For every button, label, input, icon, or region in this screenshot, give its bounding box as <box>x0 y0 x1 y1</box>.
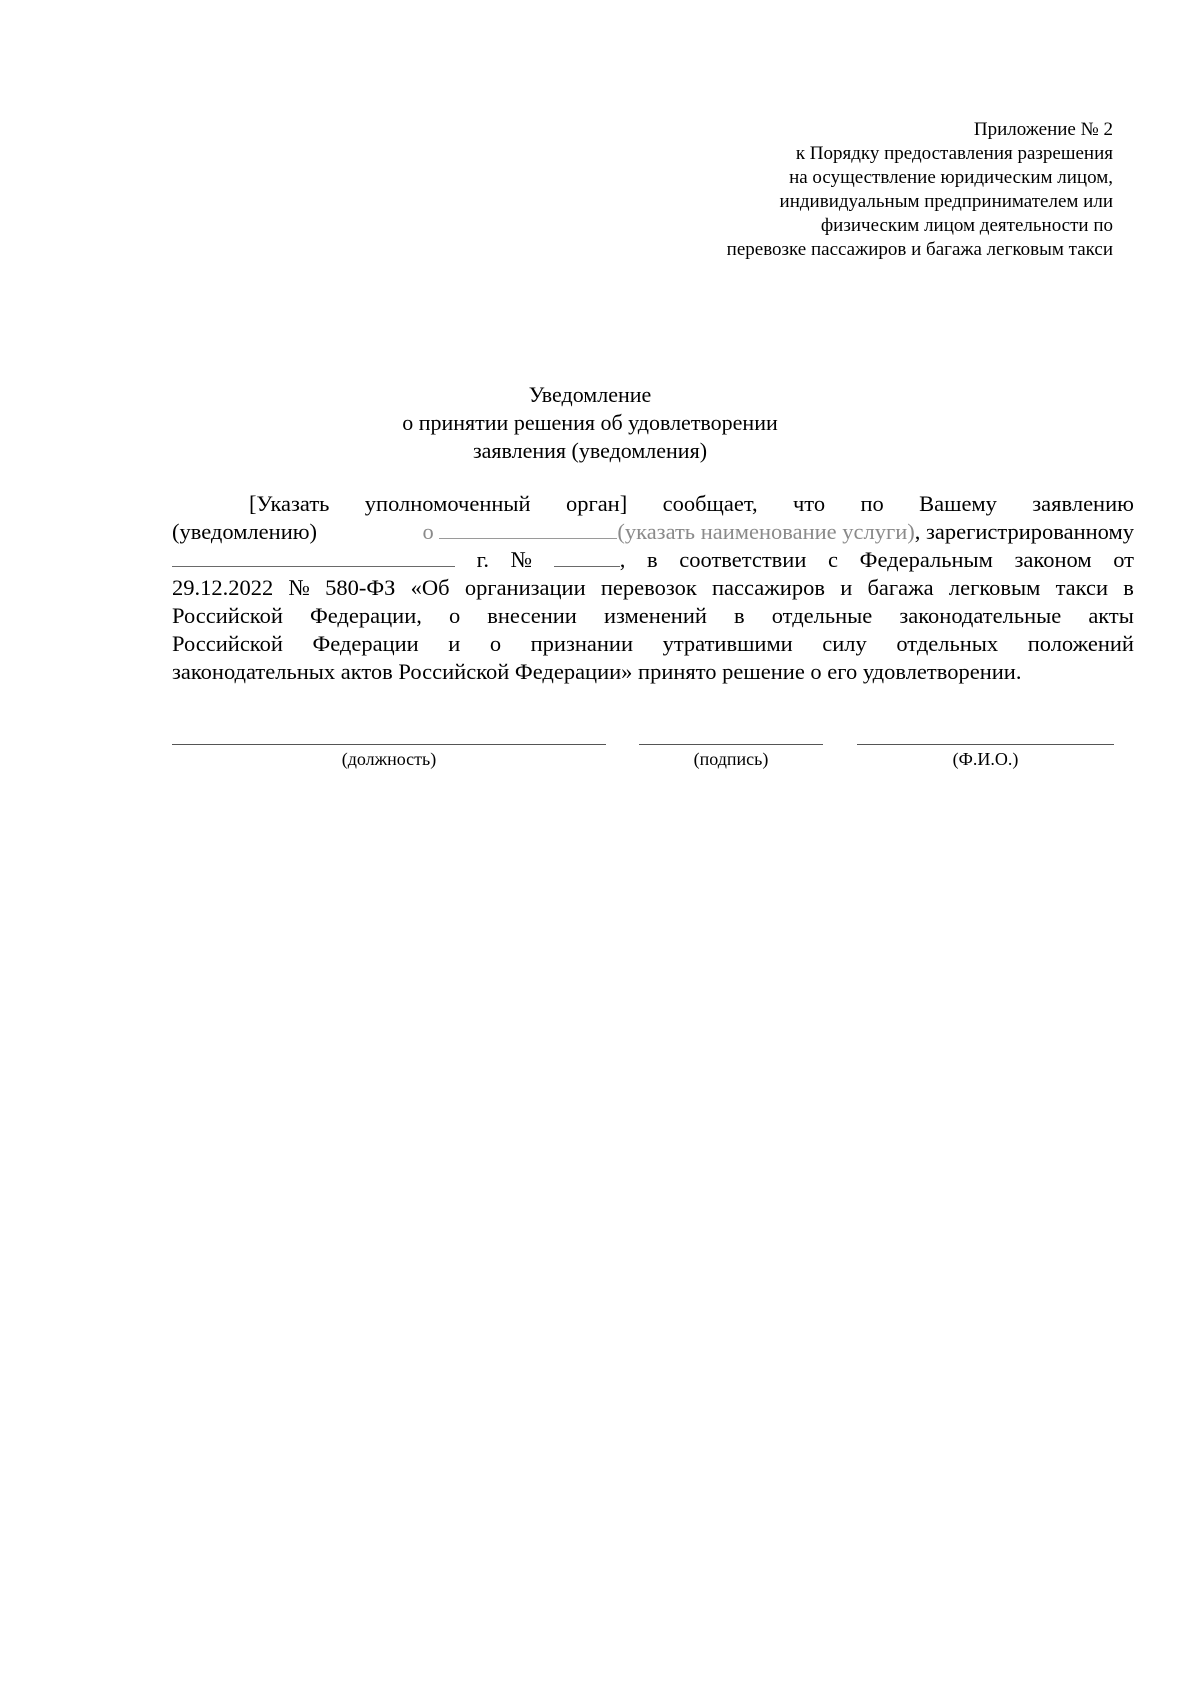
word: орган] <box>565 491 628 516</box>
word: такси <box>1055 575 1109 600</box>
word: легковым <box>948 575 1041 600</box>
word: утратившими <box>662 631 793 656</box>
notice-body <box>172 490 1134 686</box>
signature-line[interactable] <box>639 744 823 745</box>
word: организации <box>464 575 586 600</box>
word: № <box>288 575 310 600</box>
registration-number-blank[interactable] <box>554 546 620 567</box>
position-line[interactable] <box>172 744 606 745</box>
word: отдельных <box>896 631 999 656</box>
word: Российской <box>172 603 283 628</box>
name-line[interactable] <box>857 744 1114 745</box>
word: отдельные <box>771 603 873 628</box>
service-field[interactable] <box>422 518 1134 546</box>
name-caption: (Ф.И.О.) <box>952 749 1019 769</box>
word: [Указать <box>249 491 330 516</box>
appendix-line: на осуществление юридическим лицом, <box>789 167 1113 188</box>
word: в <box>1123 575 1134 600</box>
word: изменений <box>603 603 707 628</box>
word: законом <box>1014 547 1092 572</box>
document-title <box>160 381 1020 465</box>
word: и <box>840 575 853 600</box>
word: Российской <box>172 631 283 656</box>
signature-position-field[interactable] <box>172 744 606 770</box>
word: Федеральным <box>859 547 993 572</box>
body-line-3 <box>172 546 1134 574</box>
word: признании <box>530 631 634 656</box>
word: по <box>860 491 884 516</box>
appendix-line: Приложение № 2 <box>973 119 1113 140</box>
word: с <box>828 547 839 572</box>
word: о <box>489 631 502 656</box>
word: от <box>1113 547 1134 572</box>
word: , <box>619 547 626 572</box>
word: багажа <box>867 575 934 600</box>
word: в <box>646 547 658 572</box>
word: в <box>734 603 745 628</box>
title-line-3: заявления (уведомления) <box>472 438 708 463</box>
word: сообщает, <box>662 491 758 516</box>
word: 29.12.2022 <box>172 575 274 600</box>
title-line-1: Уведомление <box>528 382 652 407</box>
registration-number-field[interactable] <box>554 546 626 574</box>
service-hint: (указать наименование услуги) <box>617 519 915 544</box>
word: Вашему <box>919 491 997 516</box>
body-line-4 <box>172 574 1134 602</box>
word: уполномоченный <box>364 491 531 516</box>
appendix-line: индивидуальным предпринимателем или <box>779 191 1113 212</box>
appendix-header <box>553 118 1113 262</box>
word-o: о <box>422 519 434 544</box>
word: силу <box>822 631 867 656</box>
service-blank[interactable] <box>439 518 617 539</box>
body-line-2 <box>172 518 1134 546</box>
appendix-line: перевозке пассажиров и багажа легковым такси <box>726 239 1113 260</box>
signature-sign-field[interactable] <box>639 744 823 770</box>
signature-name-field[interactable] <box>857 744 1114 770</box>
position-caption: (должность) <box>341 749 437 769</box>
word: г. <box>476 547 489 572</box>
word: соответствии <box>679 547 807 572</box>
appendix-line: к Порядку предоставления разрешения <box>795 143 1113 164</box>
appendix-line: физическим лицом деятельности по <box>820 215 1113 236</box>
word: и <box>448 631 461 656</box>
body-line-1 <box>172 490 1134 518</box>
word: внесении <box>487 603 577 628</box>
word: перевозок <box>600 575 697 600</box>
word: , зарегистрированному <box>914 519 1134 544</box>
title-line-2: о принятии решения об удовлетворении <box>402 410 778 435</box>
body-line-6 <box>172 630 1134 658</box>
word: пассажиров <box>712 575 825 600</box>
word: (уведомлению) <box>172 519 318 544</box>
body-line-7 <box>172 658 1134 686</box>
word: № <box>510 547 533 572</box>
word: «Об <box>410 575 450 600</box>
word: что <box>792 491 826 516</box>
word: Федерации, <box>309 603 422 628</box>
signature-caption: (подпись) <box>693 749 769 769</box>
registration-date-blank[interactable] <box>172 546 455 567</box>
word: законодательных актов Российской Федерации» принято решение о его удовлетворении. <box>172 659 1022 684</box>
word: о <box>448 603 461 628</box>
body-line-5 <box>172 602 1134 630</box>
word: Федерации <box>312 631 419 656</box>
word: положений <box>1027 631 1134 656</box>
word: законодательные <box>899 603 1062 628</box>
word: акты <box>1088 603 1134 628</box>
word: 580-ФЗ <box>325 575 396 600</box>
word: заявлению <box>1032 491 1134 516</box>
